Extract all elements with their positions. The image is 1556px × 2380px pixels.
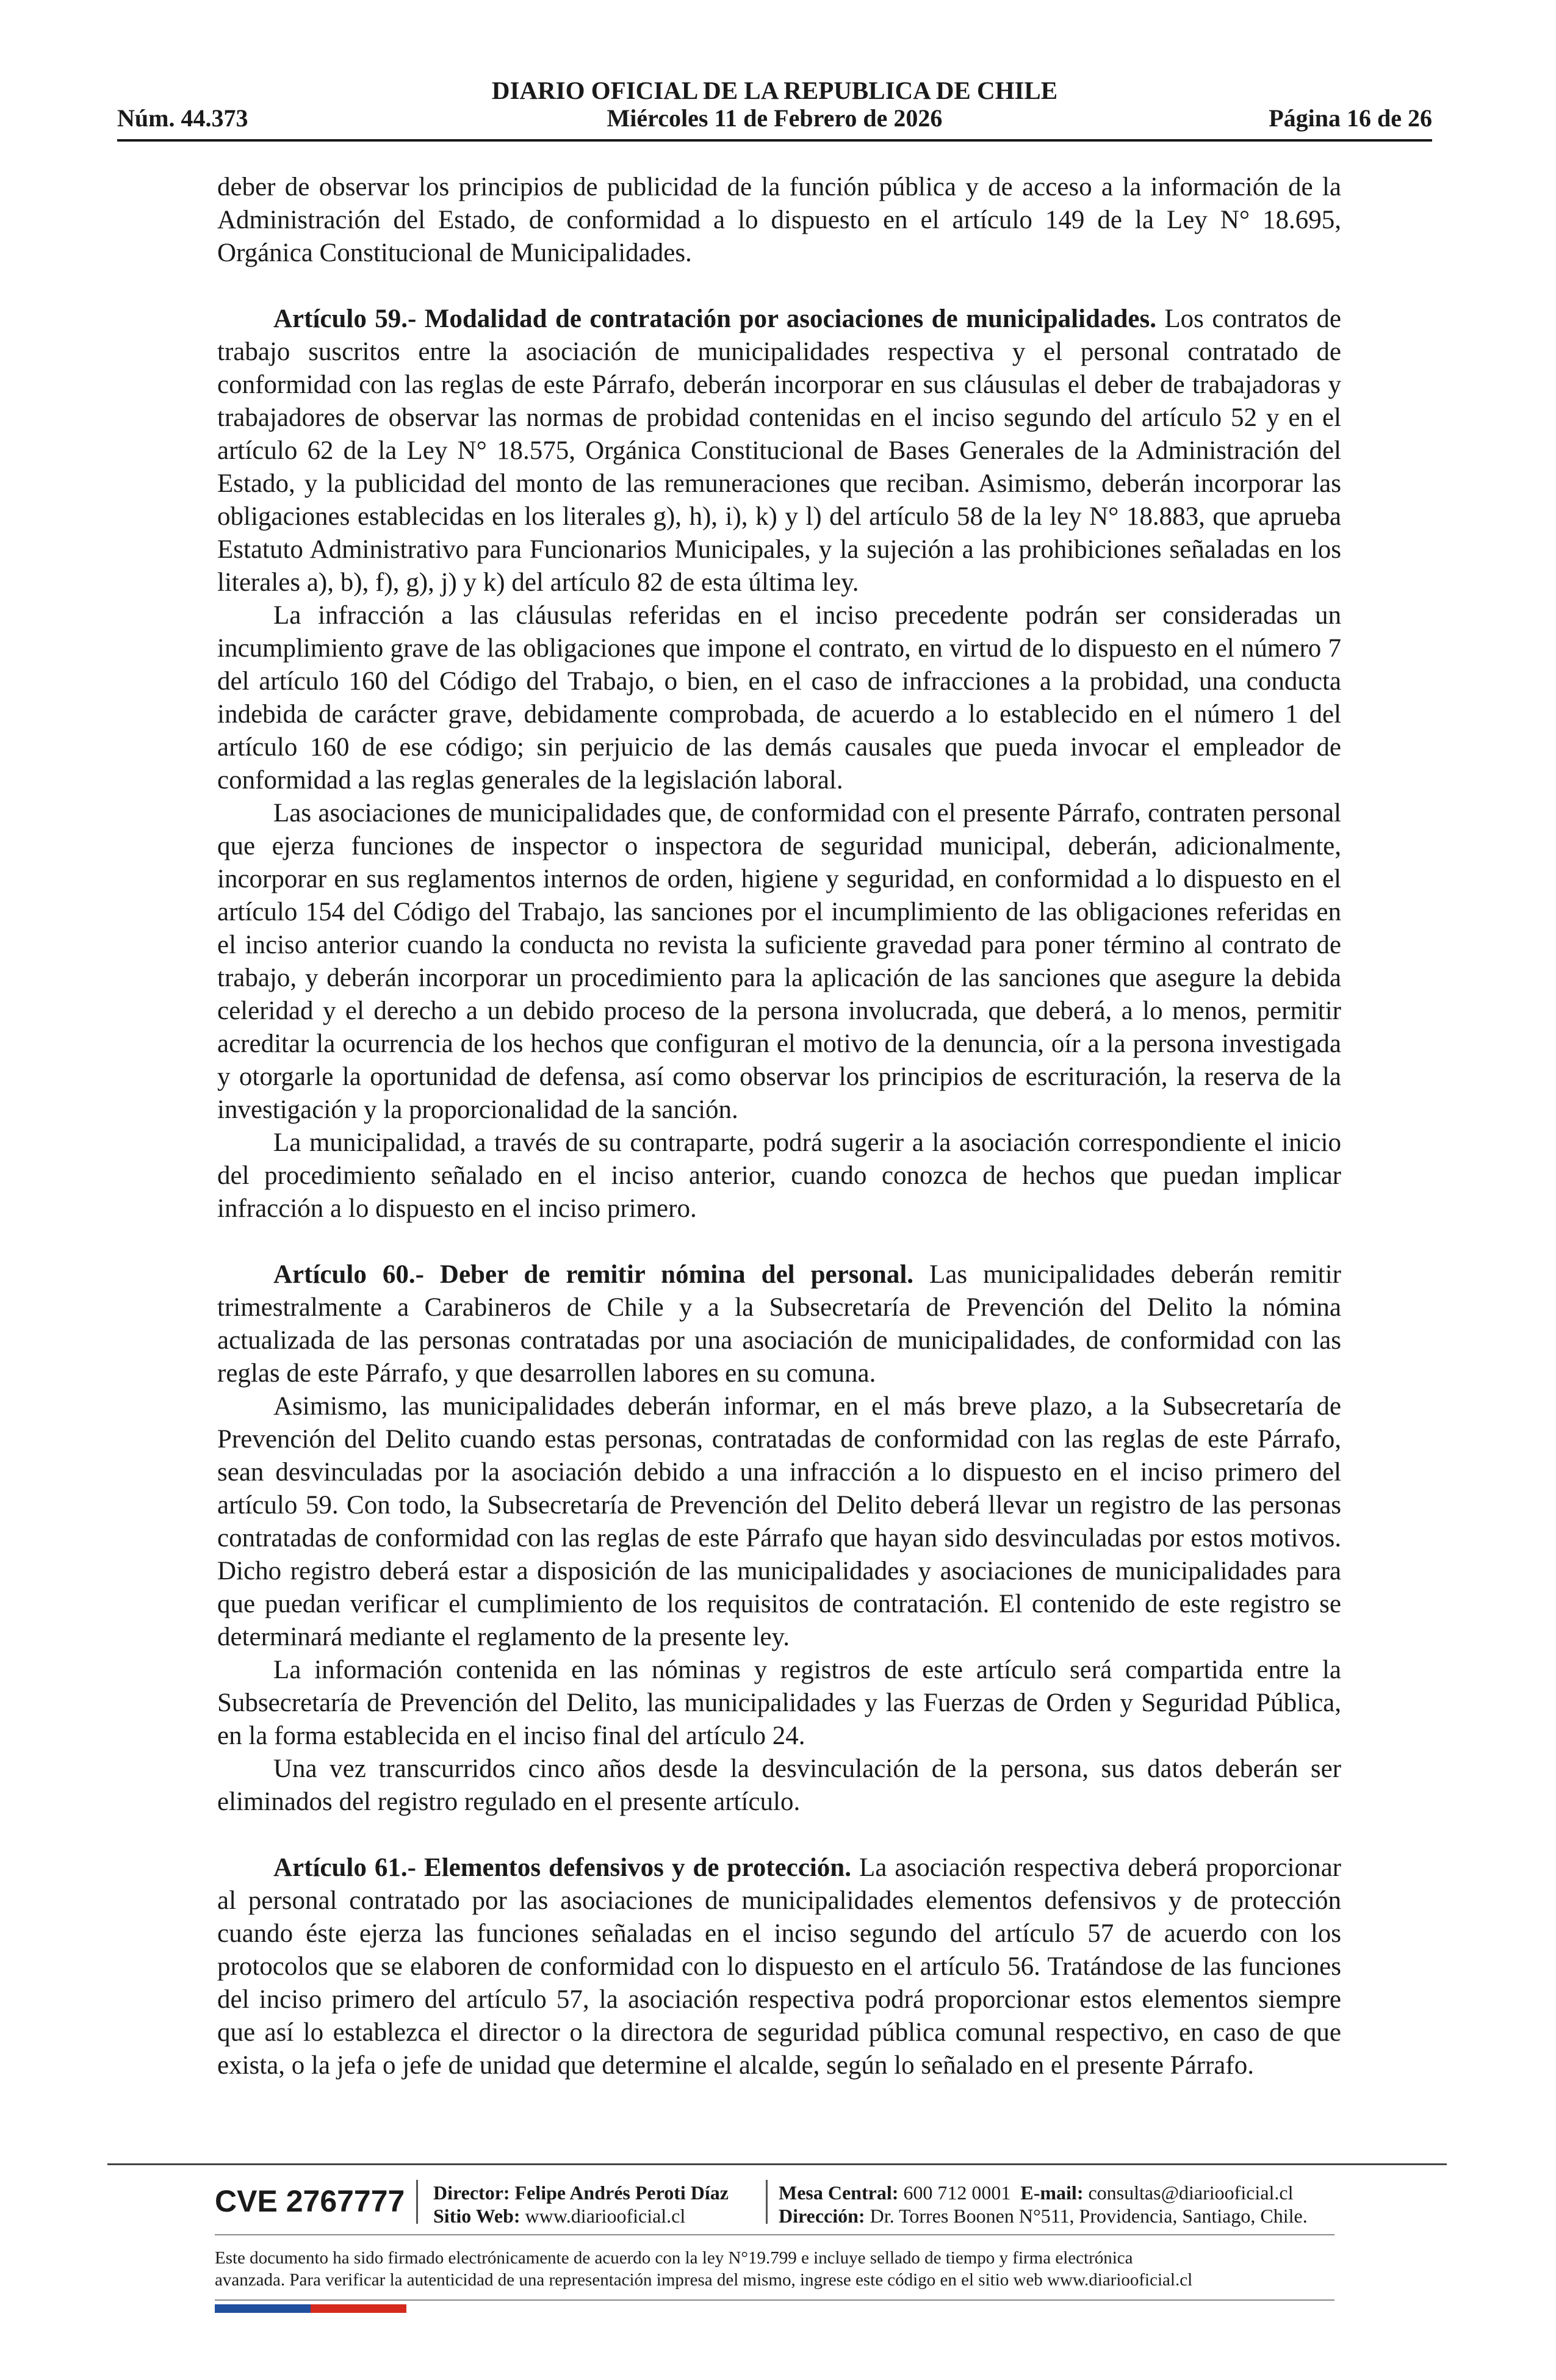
- article-59-text: Los contratos de trabajo suscritos entre la asociación de municipalidades respectiva y el personal contratado de conformidad con las reglas de este Párrafo, deberán incorporar en sus cláusulas el deber de trabajadoras y trabajadores de observar las normas de probidad contenidas en el inciso segundo del artículo 52 y en el artículo 62 de la Ley N° 18.575, Orgánica Constitucional de Bases Generales de la Administración del Estado, y la publicidad del monto de las remuneraciones que reciban. Asimismo, deberán incorporar las obligaciones establecidas en los literales g), h), i), k) y l) del artículo 58 de la ley N° 18.883, que aprueba Estatuto Administrativo para Funcionarios Municipales, y la sujeción a las prohibiciones señaladas en los literales a), b), f), g), j) y k) del artículo 82 de esta última ley.: [217, 305, 1342, 597]
- legal-notice: [215, 2247, 1350, 2291]
- footer-contact-column: [779, 2181, 1308, 2227]
- footer-separator: [766, 2180, 768, 2224]
- director-name: Felipe Andrés Peroti Díaz: [514, 2182, 729, 2204]
- address-label: Dirección:: [779, 2205, 865, 2227]
- footer-divider-middle: [215, 2234, 1334, 2235]
- article-61-heading: Artículo 61.- Elementos defensivos y de protección.: [273, 1853, 851, 1882]
- paragraph-continued: deber de observar los principios de publicidad de la función pública y de acceso a la información de la Administración del Estado, de conformidad a lo dispuesto en el artículo 149 de la Ley N° 18.695, Orgánica Constitucional de Municipalidades.: [217, 173, 1341, 267]
- article-60-paragraph-4: Una vez transcurridos cinco años desde la desvinculación de la persona, sus datos deberán ser eliminados del registro regulado en el presente artículo.: [217, 1754, 1341, 1816]
- article-61-text: La asociación respectiva deberá proporcionar al personal contratado por las asociaciones de municipalidades elementos defensivos y de protección cuando éste ejerza las funciones señaladas en el inciso segundo del artículo 57 de acuerdo con los protocolos que se elaboren de conformidad con lo dispuesto en el artículo 56. Tratándose de las funciones del inciso primero del artículo 57, la asociación respectiva podrá proporcionar estos elementos siempre que así lo establezca el director o la directora de seguridad pública comunal respectivo, en caso de que exista, o la jefa o jefe de unidad que determine el alcalde, según lo señalado en el presente Párrafo.: [217, 1853, 1341, 2080]
- page-number: Página 16 de 26: [1269, 104, 1432, 132]
- article-60-paragraph-2: Asimismo, las municipalidades deberán informar, en el más breve plazo, a la Subsecretaría de Prevención del Delito cuando estas personas, contratadas de conformidad con las reglas de este Párrafo, sean desvinculadas por la asociación debido a una infracción a lo dispuesto en el inciso primero del artículo 59. Con todo, la Subsecretaría de Prevención del Delito deberá llevar un registro de las personas contratadas de conformidad con las reglas de este Párrafo que hayan sido desvinculadas por estos motivos. Dicho registro deberá estar a disposición de las municipalidades y asociaciones de municipalidades para que puedan verificar el cumplimiento de los requisitos de contratación. El contenido de este registro se determinará mediante el reglamento de la presente ley.: [217, 1392, 1341, 1651]
- header-divider: [117, 139, 1432, 142]
- legal-notice-line: avanzada. Para verificar la autenticidad de una representación impresa del mismo, ingrese este código en el sitio web www.diariooficial.cl: [215, 2270, 1193, 2290]
- email-link[interactable]: consultas@diariooficial.cl: [1088, 2182, 1294, 2204]
- article-60-paragraph-3: La información contenida en las nóminas y registros de este artículo será compartida entre la Subsecretaría de Prevención del Delito, las municipalidades y las Fuerzas de Orden y Seguridad Pública, en la forma establecida en el inciso final del artículo 24.: [217, 1656, 1341, 1750]
- email-label: E-mail:: [1020, 2182, 1084, 2204]
- address-value: Dr. Torres Boonen N°511, Providencia, Santiago, Chile.: [870, 2205, 1308, 2227]
- article-59-paragraph-3: Las asociaciones de municipalidades que, de conformidad con el presente Párrafo, contraten personal que ejerza funciones de inspector o inspectora de seguridad municipal, deberán, adicionalmente, incorporar en sus reglamentos internos de orden, higiene y seguridad, en conformidad a lo dispuesto en el artículo 154 del Código del Trabajo, las sanciones por el incumplimiento de las obligaciones referidas en el inciso anterior cuando la conducta no revista la suficiente gravedad para poner término al contrato de trabajo, y deberán incorporar un procedimiento para la aplicación de las sanciones que asegure la debida celeridad y el derecho a un debido proceso de la persona involucrada, que deberá, a lo menos, permitir acreditar la ocurrencia de los hechos que configuran el motivo de la denuncia, oír a la persona investigada y otorgarle la oportunidad de defensa, así como observar los principios de escrituración, la reserva de la investigación y la proporcionalidad de la sanción.: [217, 799, 1341, 1124]
- contact-line: [779, 2181, 1308, 2204]
- article-60-paragraph-1: [217, 1258, 1341, 1390]
- article-60-text: Las municipalidades deberán remitir trimestralmente a Carabineros de Chile y a la Subsecretaría de Prevención del Delito la nómina actualizada de las personas contratadas por una asociación de municipalidades, de conformidad con las reglas de este Párrafo, y que desarrollen labores en su comuna.: [217, 1260, 1342, 1388]
- page-header: [117, 74, 1432, 143]
- flag-stripe: [215, 2304, 406, 2313]
- footer-divider-bottom: [215, 2299, 1334, 2301]
- flag-stripe-blue: [215, 2304, 311, 2313]
- website-line: [433, 2204, 729, 2227]
- director-line: [433, 2181, 729, 2204]
- document-body: [217, 171, 1341, 2082]
- phone-value: 600 712 0001: [903, 2182, 1011, 2204]
- newspaper-title: DIARIO OFICIAL DE LA REPUBLICA DE CHILE: [491, 76, 1058, 104]
- footer-director-column: [433, 2181, 729, 2227]
- article-61-paragraph-1: [217, 1852, 1341, 2082]
- footer-separator: [416, 2180, 418, 2224]
- flag-stripe-red: [311, 2304, 406, 2313]
- address-line: [779, 2204, 1308, 2227]
- article-59-paragraph-4: La municipalidad, a través de su contraparte, podrá sugerir a la asociación correspondiente el inicio del procedimiento señalado en el inciso anterior, cuando conozca de hechos que puedan implicar infracción a lo dispuesto en el inciso primero.: [217, 1128, 1341, 1223]
- article-60-heading: Artículo 60.- Deber de remitir nómina del personal.: [273, 1260, 914, 1289]
- article-59-paragraph-2: La infracción a las cláusulas referidas en el inciso precedente podrán ser consideradas un incumplimiento grave de las obligaciones que impone el contrato, en virtud de lo dispuesto en el número 7 del artículo 160 del Código del Trabajo, o bien, en el caso de infracciones a la probidad, una conducta indebida de carácter grave, debidamente comprobada, de acuerdo a lo establecido en el número 1 del artículo 160 de ese código; sin perjuicio de las demás causales que pueda invocar el empleador de conformidad a las reglas generales de la legislación laboral.: [217, 601, 1341, 795]
- phone-label: Mesa Central:: [779, 2182, 899, 2204]
- director-label: Director:: [433, 2182, 510, 2204]
- cve-code: CVE 2767777: [215, 2184, 405, 2218]
- website-link[interactable]: www.diariooficial.cl: [525, 2205, 686, 2227]
- article-59-heading: Artículo 59.- Modalidad de contratación por asociaciones de municipalidades.: [273, 305, 1156, 333]
- website-label: Sitio Web:: [433, 2205, 520, 2227]
- article-59-paragraph-1: [217, 303, 1341, 599]
- legal-notice-line: Este documento ha sido firmado electrónicamente de acuerdo con la ley N°19.799 e incluye sellado de tiempo y firma electrónica: [215, 2248, 1133, 2268]
- issue-number: Núm. 44.373: [117, 104, 248, 132]
- issue-date: Miércoles 11 de Febrero de 2026: [607, 104, 943, 132]
- footer-divider-top: [107, 2163, 1447, 2165]
